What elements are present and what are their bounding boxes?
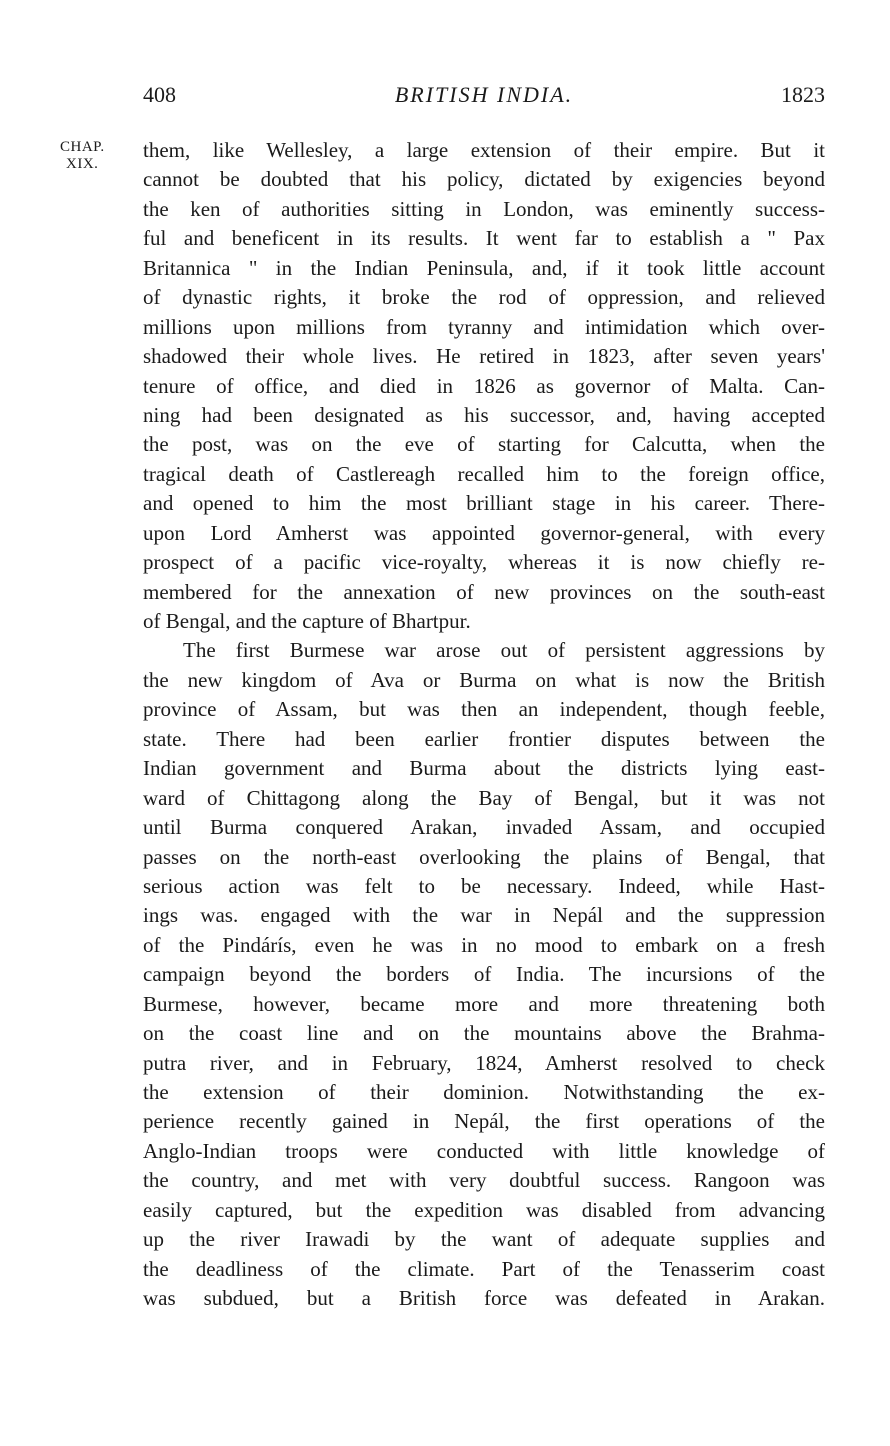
text-line: the ken of authorities sitting in London, was eminently success- (143, 196, 825, 221)
text-line: and opened to him the most brilliant stage in his career. There- (143, 491, 825, 516)
text-line: Burmese, however, became more and more threatening both (143, 991, 825, 1016)
text-line: state. There had been earlier frontier disputes between the (143, 726, 825, 751)
text-line: perience recently gained in Nepál, the first operations of the (143, 1109, 825, 1134)
text-line: Britannica " in the Indian Peninsula, and, if it took little account (143, 255, 825, 280)
chapter-number: XIX. (66, 156, 99, 172)
text-line: serious action was felt to be necessary. Indeed, while Hast- (143, 873, 825, 898)
text-line: the deadliness of the climate. Part of the Tenasserim coast (143, 1256, 825, 1281)
text-line: tenure of office, and died in 1826 as governor of Malta. Can- (143, 373, 825, 398)
text-line: Anglo-Indian troops were conducted with little knowledge of (143, 1138, 825, 1163)
chapter-label: CHAP. (60, 139, 105, 155)
text-line: passes on the north-east overlooking the plains of Bengal, that (143, 844, 825, 869)
text-line: easily captured, but the expedition was disabled from advancing (143, 1197, 825, 1222)
text-line: of Bengal, and the capture of Bhartpur. (143, 609, 471, 633)
paragraph-2 (143, 636, 825, 1313)
text-line: millions upon millions from tyranny and intimidation which over- (143, 314, 825, 339)
text-line: the new kingdom of Ava or Burma on what is now the British (143, 667, 825, 692)
text-line: ning had been designated as his successor, and, having accepted (143, 402, 825, 427)
text-line: was subdued, but a British force was defeated in Arakan. (143, 1286, 825, 1311)
text-line: until Burma conquered Arakan, invaded Assam, and occupied (143, 815, 825, 840)
page-header (143, 82, 825, 118)
running-title: BRITISH INDIA. (394, 82, 574, 107)
text-line: Indian government and Burma about the districts lying east- (143, 756, 825, 781)
text-line: the post, was on the eve of starting for Calcutta, when the (143, 432, 825, 457)
text-line: the country, and met with very doubtful success. Rangoon was (143, 1168, 825, 1193)
text-line: membered for the annexation of new provinces on the south-east (143, 579, 825, 604)
text-line: the extension of their dominion. Notwithstanding the ex- (143, 1080, 825, 1104)
text-line: campaign beyond the borders of India. The incursions of the (143, 962, 825, 987)
text-line: cannot be doubted that his policy, dictated by exigencies beyond (143, 167, 825, 192)
text-line: ful and beneficent in its results. It went far to establish a " Pax (143, 226, 825, 251)
text-line: of the Pindárís, even he was in no mood to embark on a fresh (143, 932, 825, 957)
text-line: province of Assam, but was then an independent, though feeble, (143, 697, 825, 722)
text-line: putra river, and in February, 1824, Amherst resolved to check (143, 1050, 825, 1075)
text-line: The first Burmese war arose out of persistent aggressions by (183, 638, 825, 663)
page-number: 408 (143, 82, 176, 107)
body-text (143, 136, 825, 1314)
text-line: shadowed their whole lives. He retired in 1823, after seven years' (143, 344, 825, 369)
chapter-margin-note (60, 139, 136, 173)
text-line: prospect of a pacific vice-royalty, whereas it is now chiefly re- (143, 550, 825, 575)
text-line: up the river Irawadi by the want of adequate supplies and (143, 1227, 825, 1252)
text-line: ward of Chittagong along the Bay of Bengal, but it was not (143, 785, 825, 810)
text-line: on the coast line and on the mountains above the Brahma- (143, 1021, 825, 1046)
paragraph-1 (143, 136, 825, 636)
text-line: tragical death of Castlereagh recalled him to the foreign office, (143, 461, 825, 486)
header-year: 1823 (781, 82, 825, 107)
text-line: of dynastic rights, it broke the rod of oppression, and relieved (143, 285, 825, 310)
text-line: upon Lord Amherst was appointed governor-general, with every (143, 520, 825, 545)
text-line: them, like Wellesley, a large extension of their empire. But it (143, 138, 825, 162)
text-line: ings was. engaged with the war in Nepál and the suppression (143, 903, 825, 928)
